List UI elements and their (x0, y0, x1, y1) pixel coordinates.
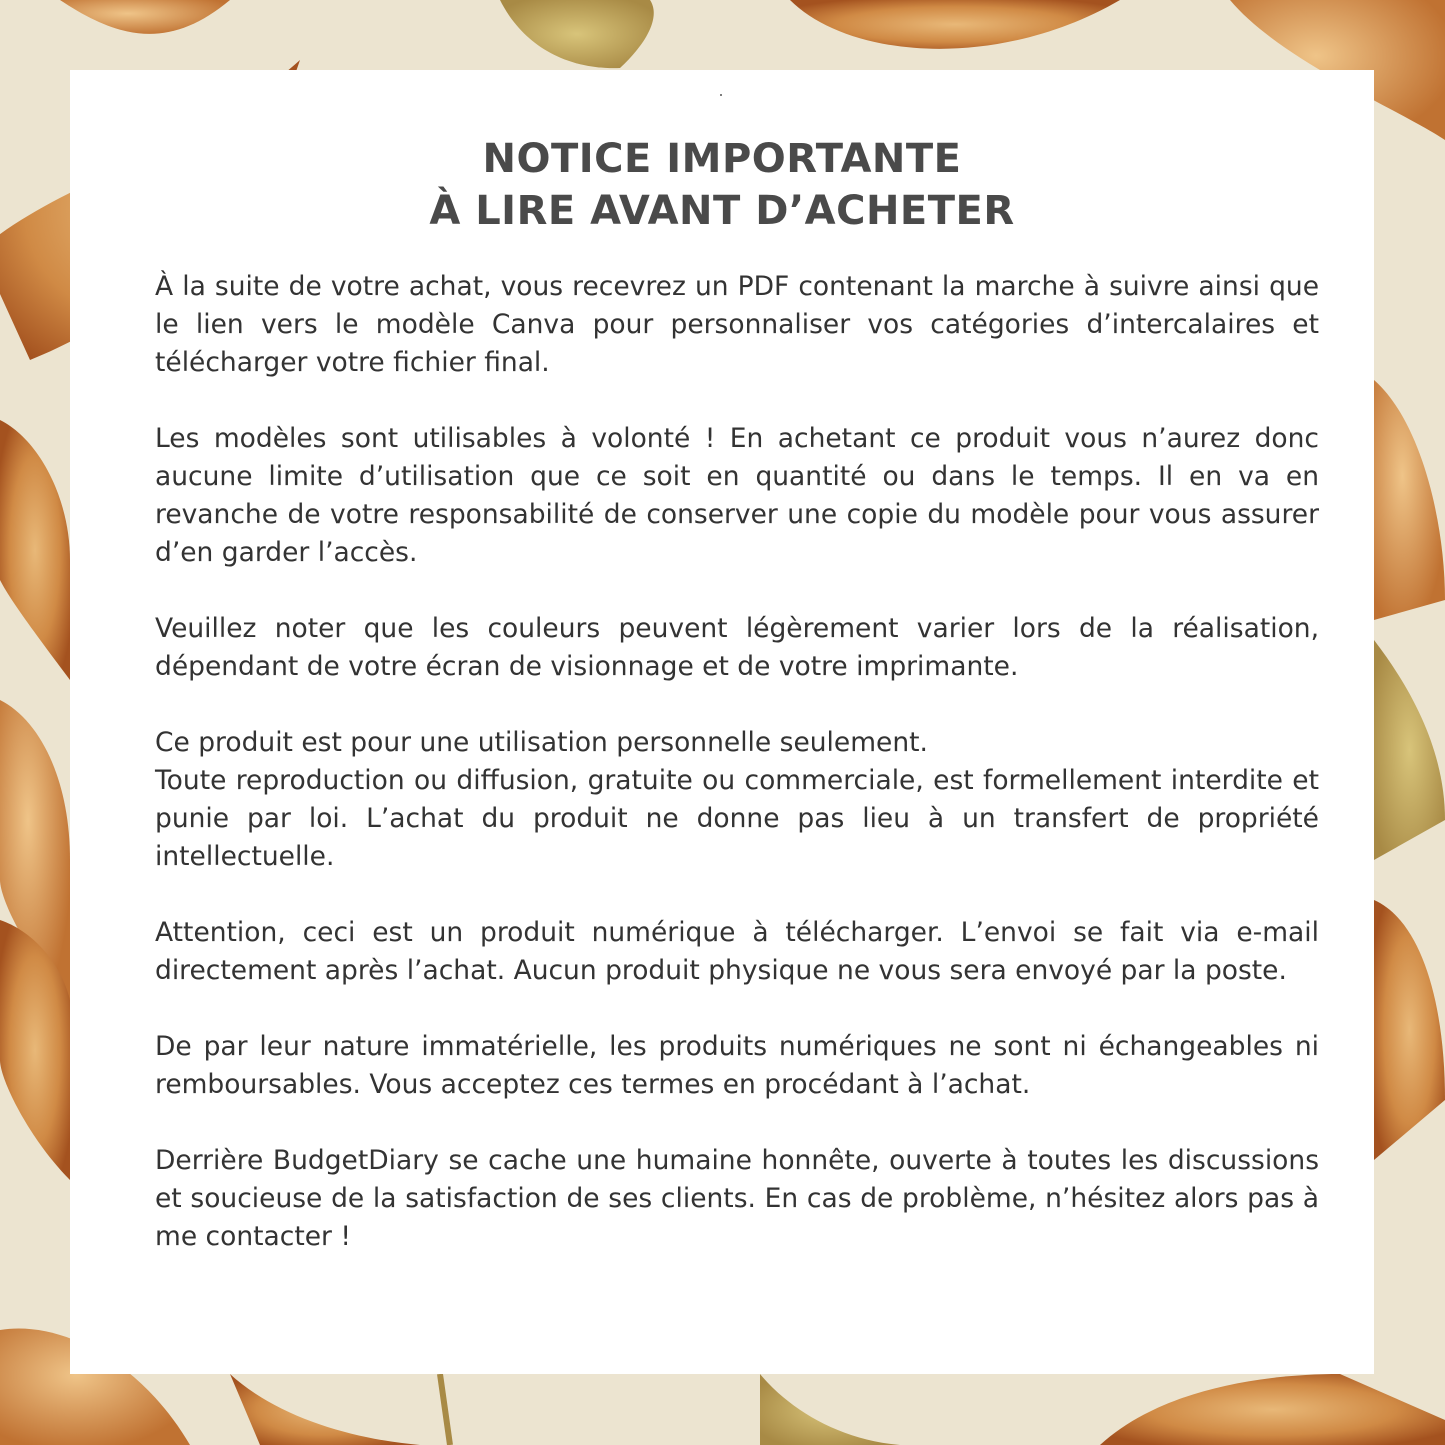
page-title (70, 133, 1374, 237)
title-line-1: NOTICE IMPORTANTE (482, 136, 962, 182)
leaf-icon (760, 1374, 900, 1445)
paragraph-line: Toute reproduction ou diffusion, gratuite ou commerciale, est formellement interdite et punie par loi. L’achat du produit ne donne pas lieu à un transfert de propriété intellectuelle. (155, 765, 1319, 872)
paragraph-contact (155, 1142, 1319, 1256)
paragraph-refund (155, 1028, 1319, 1104)
title-line-2: À LIRE AVANT D’ACHETER (429, 188, 1015, 234)
leaf-icon (440, 1374, 450, 1445)
paragraph-usage (155, 420, 1319, 572)
leaf-icon (1374, 900, 1445, 1160)
paragraph-line: Les modèles sont utilisables à volonté ! En achetant ce produit vous n’aurez donc aucune limite d’utilisation que ce soit en quantité ou dans le temps. Il en va en revanche de votre responsabilité de conserver une copie du modèle pour vous assurer d’en garder l’accès. (155, 423, 1319, 568)
leaf-icon (0, 420, 70, 680)
leaf-icon (500, 0, 654, 68)
paragraph-line: Attention, ceci est un produit numérique à télécharger. L’envoi se fait via e-mail directement après l’achat. Aucun produit physique ne vous sera envoyé par la poste. (155, 917, 1319, 986)
paragraph-line: Ce produit est pour une utilisation personnelle seulement. (155, 727, 928, 758)
paragraph-digital (155, 914, 1319, 990)
notice-body (155, 268, 1319, 1294)
leaf-icon (1374, 640, 1445, 860)
leaf-icon (230, 1374, 420, 1445)
paragraph-line: De par leur nature immatérielle, les produits numériques ne sont ni échangeables ni remboursables. Vous acceptez ces termes en procédant à l’achat. (155, 1031, 1319, 1100)
paragraph-purchase (155, 268, 1319, 382)
paragraph-license (155, 724, 1319, 876)
leaf-icon (790, 0, 1120, 49)
paragraph-line: Veuillez noter que les couleurs peuvent légèrement varier lors de la réalisation, dépendant de votre écran de visionnage et de votre imprimante. (155, 613, 1319, 682)
leaf-icon (1100, 1374, 1445, 1445)
top-dot (720, 94, 722, 96)
paragraph-colors (155, 610, 1319, 686)
paragraph-line: Derrière BudgetDiary se cache une humaine honnête, ouverte à toutes les discussions et soucieuse de la satisfaction de ses clients. En cas de problème, n’hésitez alors pas à me contacter ! (155, 1145, 1319, 1252)
leaf-icon (60, 0, 230, 34)
paragraph-line: À la suite de votre achat, vous recevrez un PDF contenant la marche à suivre ainsi que le lien vers le modèle Canva pour personnaliser vos catégories d’intercalaires et télécharger votre fichier final. (155, 271, 1319, 378)
leaf-icon (1374, 380, 1445, 620)
